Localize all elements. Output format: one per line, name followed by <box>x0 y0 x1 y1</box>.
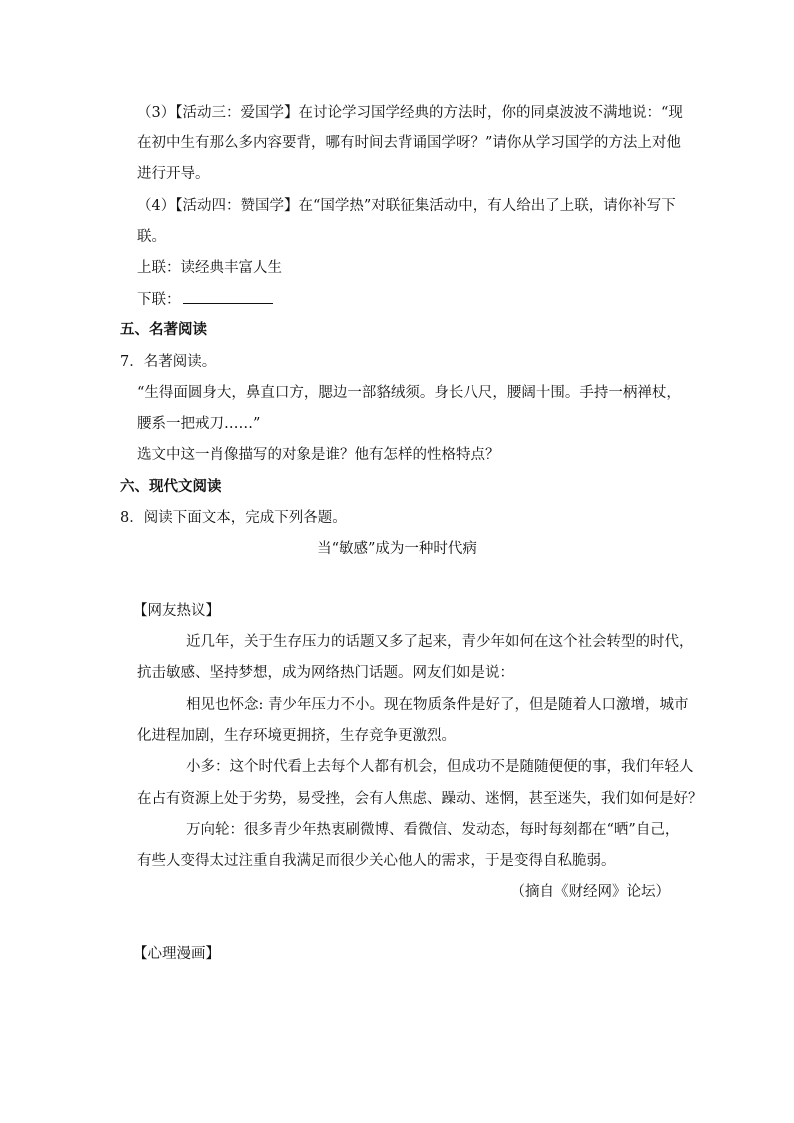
q4-upper-couplet: 上联：读经典丰富人生 <box>137 260 282 276</box>
section-five-title: 五、名著阅读 <box>120 322 207 338</box>
q7-quote-line-1: “生得面圆身大，鼻直口方，腮边一部貉绒须。身长八尺，腰阔十围。手持一柄禅杖， <box>137 385 681 401</box>
paragraph-3-line-1: 小多：这个时代看上去每个人都有机会，但成功不是随随便便的事，我们年轻人 <box>186 759 694 775</box>
paragraph-3-line-2: 在占有资源上处于劣势，易受挫，会有人焦虑、躁动、迷惘，甚至迷失，我们如何是好？ <box>137 791 703 807</box>
q4-line-1: （4）【活动四：赞国学】在“国学热”对联征集活动中，有人给出了上联，请你补写下 <box>137 198 676 214</box>
paragraph-4-line-2: 有些人变得太过注重自我满足而很少关心他人的需求，于是变得自私脆弱。 <box>137 853 616 869</box>
q4-line-2: 联。 <box>137 229 166 245</box>
paragraph-2-line-1: 相见也怀念: 青少年压力不小。现在物质条件是好了，但是随着人口激增，城市 <box>186 697 689 713</box>
q4-lower-label: 下联： <box>137 292 181 308</box>
paragraph-1-line-1: 近几年，关于生存压力的话题又多了起来，青少年如何在这个社会转型的时代， <box>186 634 694 650</box>
q8-stem: 8．阅读下面文本，完成下列各题。 <box>120 510 347 526</box>
q7-stem: 7．名著阅读。 <box>120 354 217 370</box>
paragraph-1-line-2: 抗击敏感、坚持梦想，成为网络热门话题。网友们如是说： <box>137 665 514 681</box>
q7-question: 选文中这一肖像描写的对象是谁？他有怎样的性格特点？ <box>137 447 500 463</box>
article-title: 当“敏感”成为一种时代病 <box>317 541 477 557</box>
source-citation: （摘自《财经网》论坛） <box>510 884 670 900</box>
q3-line-1: （3）【活动三：爱国学】在讨论学习国学经典的方法时，你的同桌波波不满地说：“现 <box>137 105 683 121</box>
part2-label: 【心理漫画】 <box>133 946 220 962</box>
paragraph-4-line-1: 万向轮：很多青少年热衷刷微博、看微信、发动态，每时每刻都在“晒”自己， <box>186 822 680 838</box>
part1-label: 【网友热议】 <box>133 603 220 619</box>
paragraph-2-line-2: 化进程加剧，生存环境更拥挤，生存竞争更激烈。 <box>137 728 456 744</box>
q3-line-2: 在初中生有那么多内容要背，哪有时间去背诵国学呀？”请你从学习国学的方法上对他 <box>137 135 681 151</box>
q3-line-3: 进行开导。 <box>137 166 210 182</box>
q7-quote-line-2: 腰系一把戒刀……” <box>137 416 261 432</box>
q4-lower-couplet <box>137 289 273 310</box>
answer-blank[interactable] <box>183 289 273 304</box>
section-six-title: 六、现代文阅读 <box>120 479 222 495</box>
